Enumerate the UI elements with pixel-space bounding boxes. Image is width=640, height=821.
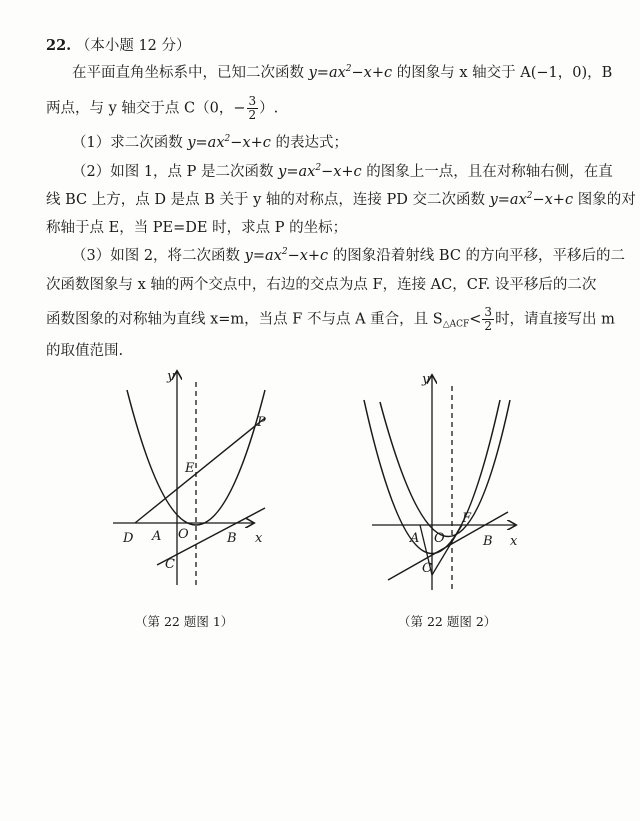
question-1: （1）求二次函数 $y=ax^2-x+c$ 的表达式； (72, 134, 348, 151)
label-x: x (510, 534, 518, 549)
label-y: y (422, 372, 430, 387)
label-b: B (483, 534, 493, 549)
question-3-line-2: 次函数图象与 x 轴的两个交点中，右边的交点为点 F，连接 AC，CF. 设平移后的二次 (46, 277, 597, 293)
label-e: E (185, 461, 195, 476)
line-pd (135, 418, 265, 523)
function-expr: $y=ax^2-x+c$ (308, 64, 393, 81)
label-d: D (123, 531, 134, 546)
label-o: O (434, 531, 445, 546)
question-2-line-3: 称轴于点 E，当 PE=DE 时，求点 P 的坐标； (46, 220, 348, 236)
figure-1-caption: （第 22 题图 1） (135, 614, 234, 629)
intro-text: 在平面直角坐标系中，已知二次函数 (72, 65, 309, 81)
figure-1 (105, 360, 285, 600)
figure-2 (350, 362, 530, 602)
intro-text: 两点，与 y 轴交于点 C（0， (46, 100, 234, 117)
intro-text: 的图象与 x 轴交于 A(−1，0)，B (392, 65, 613, 81)
parabola-original (380, 400, 510, 537)
fraction-c: $\frac{3}{2}$ (248, 94, 257, 122)
label-c: C (422, 561, 432, 576)
question-2-line-1: （2）如图 1，点 P 是二次函数 $y=ax^2-x+c$ 的图象上一点，且在对称轴右侧，在直 (72, 163, 613, 180)
intro-text: ）. (259, 100, 279, 117)
label-x: x (255, 531, 263, 546)
label-y: y (167, 369, 175, 384)
fraction-s: $\frac{3}{2}$ (484, 305, 493, 333)
question-3-line-1: （3）如图 2，将二次函数 $y=ax^2-x+c$ 的图象沿着射线 BC 的方向平移，平移后的二 (72, 247, 626, 264)
problem-points: （本小题 12 分） (75, 38, 191, 54)
problem-number: 22. (46, 37, 72, 54)
question-3-line-3: 函数图象的对称轴为直线 x=m，当点 F 不与点 A 重合，且 $S_{\triangle ACF}<$ $\frac{3}{2}$ 时，请直接写出 m (46, 305, 615, 333)
label-a: A (152, 529, 162, 544)
label-b: B (227, 531, 237, 546)
figure-2-caption: （第 22 题图 2） (398, 614, 497, 629)
question-3-line-4: 的取值范围. (46, 343, 124, 359)
intro-line-1 (72, 63, 613, 83)
label-f: F (462, 511, 472, 526)
label-a: A (410, 531, 420, 546)
label-o: O (178, 527, 189, 542)
label-c: C (165, 557, 175, 572)
intro-line-2: 两点，与 y 轴交于点 C（0，− $\frac{3}{2}$ ）. (46, 94, 279, 122)
problem-header (46, 36, 606, 56)
label-p: P (257, 415, 266, 430)
question-2-line-2: 线 BC 上方，点 D 是点 B 关于 y 轴的对称点，连接 PD 交二次函数 $y=ax^2-x+c$ 图象的对 (46, 191, 636, 208)
